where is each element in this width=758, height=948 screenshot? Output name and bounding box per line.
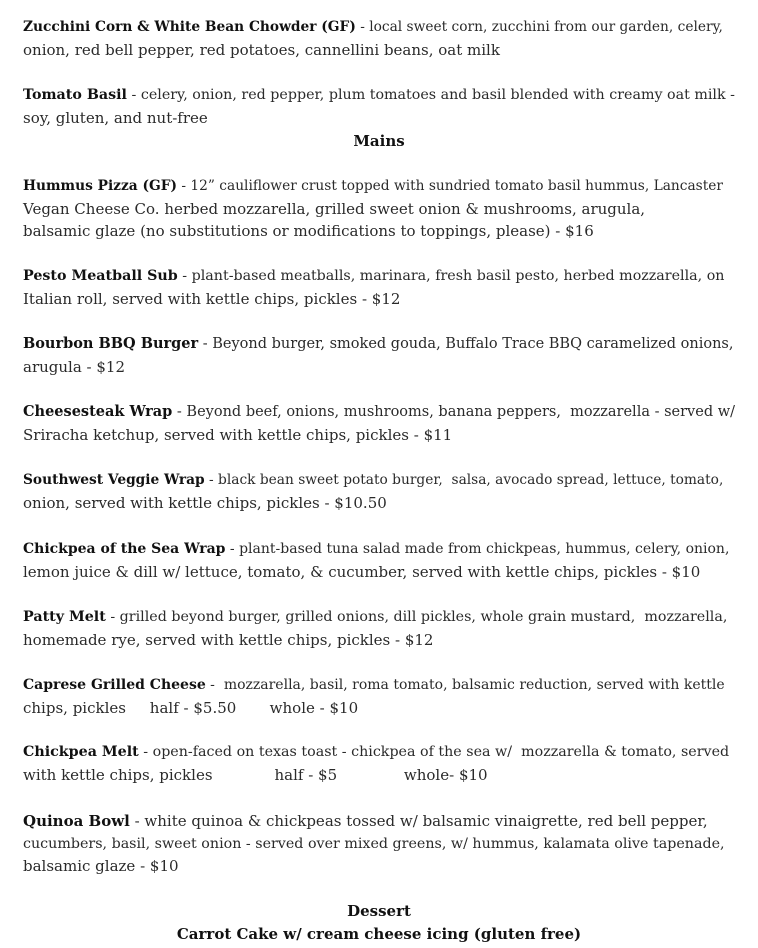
dessert-heading: Dessert — [347, 902, 411, 920]
mains-heading: Mains — [353, 132, 405, 150]
item-line — [23, 265, 735, 288]
item-description: cucumbers, basil, sweet onion - served over mixed greens, w/ hummus, kalamata olive tapenade, — [23, 835, 725, 852]
item-name: Caprese Grilled Cheese — [23, 677, 206, 693]
menu-item-cheesesteak-wrap — [23, 401, 735, 446]
item-line — [23, 16, 735, 39]
item-name: Patty Melt — [23, 609, 106, 625]
item-line — [23, 333, 735, 356]
item-name: Southwest Veggie Wrap — [23, 472, 205, 488]
item-description: balsamic glaze - $10 — [23, 857, 179, 875]
item-name: Chickpea Melt — [23, 744, 139, 760]
item-name: Quinoa Bowl — [23, 812, 130, 830]
item-description: homemade rye, served with kettle chips, pickles - $12 — [23, 630, 434, 649]
item-description: soy, gluten, and nut-free — [23, 108, 208, 127]
item-description: - celery, onion, red pepper, plum tomatoes and basil blended with creamy oat milk - — [126, 87, 735, 103]
item-line — [23, 84, 735, 107]
item-name: Chickpea of the Sea Wrap — [23, 541, 226, 557]
item-description: - mozzarella, basil, roma tomato, balsamic reduction, served with kettle — [205, 677, 725, 693]
item-description: chips, pickles half - $5.50 whole - $10 — [23, 698, 359, 717]
item-line — [23, 674, 735, 697]
item-description: - black bean sweet potato burger, salsa, avocado spread, lettuce, tomato, — [204, 472, 724, 488]
item-description: - Beyond beef, onions, mushrooms, banana peppers, mozzarella - served w/ — [172, 404, 736, 420]
menu-item-chickpea-of-the-sea-wrap — [23, 538, 735, 583]
menu-item-hummus-pizza — [23, 175, 735, 243]
item-line — [23, 741, 735, 764]
item-line — [23, 538, 735, 561]
item-description: onion, served with kettle chips, pickles - $10.50 — [23, 493, 387, 512]
item-description: onion, red bell pepper, red potatoes, cannellini beans, oat milk — [23, 40, 500, 59]
item-description: - plant-based tuna salad made from chickpeas, hummus, celery, onion, — [225, 541, 730, 557]
item-description: - white quinoa & chickpeas tossed w/ balsamic vinaigrette, red bell pepper, — [129, 812, 708, 830]
menu-item-caprese-grilled-cheese — [23, 674, 735, 719]
menu-item-patty-melt — [23, 606, 735, 651]
item-line — [23, 606, 735, 629]
menu-item-bourbon-bbq-burger — [23, 333, 735, 378]
item-name: Hummus Pizza (GF) — [23, 178, 178, 194]
item-line — [23, 469, 735, 492]
item-name: Tomato Basil — [23, 87, 127, 103]
item-description: - local sweet corn, zucchini from our garden, celery, — [355, 19, 723, 35]
item-name: Bourbon BBQ Burger — [23, 335, 199, 352]
menu-item-pesto-meatball-sub — [23, 265, 735, 310]
dessert-item: Carrot Cake w/ cream cheese icing (gluten free) — [176, 925, 582, 943]
item-description: - plant-based meatballs, marinara, fresh basil pesto, herbed mozzarella, on — [177, 268, 725, 284]
item-description: - grilled beyond burger, grilled onions, dill pickles, whole grain mustard, mozzarella, — [105, 609, 728, 625]
item-description: arugula - $12 — [23, 357, 126, 376]
item-description: Vegan Cheese Co. herbed mozzarella, grilled sweet onion & mushrooms, arugula, — [23, 199, 646, 218]
item-line — [23, 401, 735, 424]
menu-item-quinoa-bowl — [23, 810, 735, 878]
item-description: lemon juice & dill w/ lettuce, tomato, & cucumber, served with kettle chips, pickles - $10 — [23, 562, 701, 581]
item-description: with kettle chips, pickles half - $5 whole- $10 — [23, 765, 488, 784]
item-description: Italian roll, served with kettle chips, pickles - $12 — [23, 289, 401, 308]
menu-item-chickpea-melt — [23, 741, 735, 786]
menu-item-southwest-veggie-wrap — [23, 469, 735, 514]
item-line — [23, 175, 735, 198]
item-name: Cheesesteak Wrap — [23, 403, 173, 420]
item-name: Pesto Meatball Sub — [23, 268, 178, 284]
menu-item-tomato-basil — [23, 84, 735, 129]
item-description: - open-faced on texas toast - chickpea of the sea w/ mozzarella & tomato, served — [138, 744, 730, 760]
menu-item-zucchini-chowder — [23, 16, 735, 61]
item-description: Sriracha ketchup, served with kettle chips, pickles - $11 — [23, 425, 453, 444]
item-description: - 12” cauliflower crust topped with sundried tomato basil hummus, Lancaster — [177, 178, 723, 194]
item-line — [23, 810, 735, 833]
item-description: balsamic glaze (no substitutions or modifications to toppings, please) - $16 — [23, 222, 594, 240]
item-name: Zucchini Corn & White Bean Chowder (GF) — [23, 19, 356, 35]
item-description: - Beyond burger, smoked gouda, Buffalo Trace BBQ caramelized onions, — [198, 336, 734, 352]
